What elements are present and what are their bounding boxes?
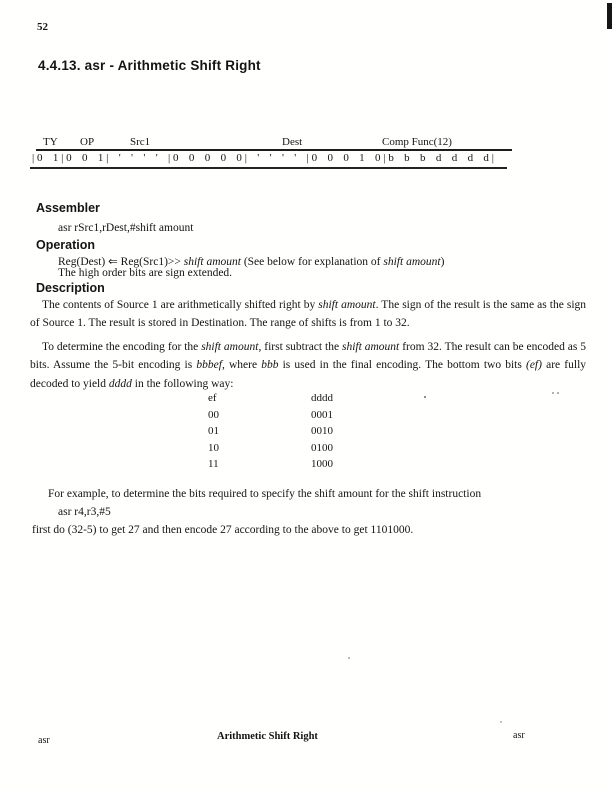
dddd-column-header: dddd [311, 392, 333, 404]
example-instruction: asr r4,r3,#5 [58, 506, 111, 518]
assembler-syntax: asr rSrc1,rDest,#shift amount [58, 222, 194, 234]
scan-speck [557, 392, 559, 394]
ef-value: 11 [208, 458, 219, 471]
example-conclusion: first do (32-5) to get 27 and then encode 27 according to the above to get 1101000. [32, 524, 414, 536]
scan-speck [552, 392, 554, 394]
scan-speck [424, 396, 426, 398]
page-number: 52 [37, 21, 48, 33]
encoding-bit-row: |0 1|0 0 1| ' ' ' ' |0 0 0 0 0| ' ' ' ' |0 0 0 1 0|b b b d d d d| [32, 152, 497, 164]
encoding-field-label-op: OP [80, 136, 95, 148]
encoding-field-label-src1: Src1 [130, 136, 151, 148]
encoding-field-label-ty: TY [43, 136, 58, 148]
ef-table-row [208, 407, 333, 424]
ef-decode-table [208, 390, 333, 473]
dddd-value: 0100 [311, 441, 333, 454]
description-section-title: Description [36, 281, 105, 295]
ef-table-row [208, 423, 333, 440]
description-paragraph-2: To determine the encoding for the shift amount, first subtract the shift amount from 32. The result can be encoded as 5 bits. Assume the 5-bit encoding is bbbef, where bbb is used in the final encoding. The bottom two bits (ef) are fully decoded to yield dddd in the following way: [30, 341, 587, 390]
operation-formula: Reg(Dest) ⇐ Reg(Src1)>> shift amount (See below for explanation of shift amount) [58, 256, 445, 268]
scan-edge-mark [607, 3, 612, 29]
footer-right-label: asr [513, 730, 525, 741]
section-heading: 4.4.13. asr - Arithmetic Shift Right [38, 58, 261, 73]
dddd-value: 1000 [311, 458, 333, 471]
encoding-table-rule-top [36, 149, 512, 151]
ef-column-header: ef [208, 392, 217, 404]
operation-note: The high order bits are sign extended. [58, 267, 233, 279]
scan-speck [348, 657, 350, 659]
dddd-value: 0010 [311, 425, 333, 438]
ef-value: 01 [208, 425, 219, 438]
ef-table-row [208, 456, 333, 473]
operation-section-title: Operation [36, 238, 96, 252]
footer-left-label: asr [38, 735, 50, 746]
encoding-table-rule-bottom [30, 167, 507, 169]
encoding-field-label-compfunc: Comp Func(12) [382, 136, 452, 148]
ef-value: 00 [208, 408, 219, 421]
scan-speck [500, 721, 502, 723]
footer-page-title: Arithmetic Shift Right [217, 731, 318, 742]
ef-table-row [208, 440, 333, 457]
description-paragraph-1: The contents of Source 1 are arithmetically shifted right by shift amount. The sign of the result is the same as the sign of Source 1. The result is stored in Destination. The range of shifts is from 1 to 32. [30, 299, 587, 330]
ef-table-header-row [208, 390, 333, 407]
encoding-field-label-dest: Dest [282, 136, 303, 148]
assembler-section-title: Assembler [36, 201, 100, 215]
dddd-value: 0001 [311, 408, 333, 421]
ef-value: 10 [208, 441, 219, 454]
example-intro: For example, to determine the bits required to specify the shift amount for the shift instruction [48, 488, 482, 500]
